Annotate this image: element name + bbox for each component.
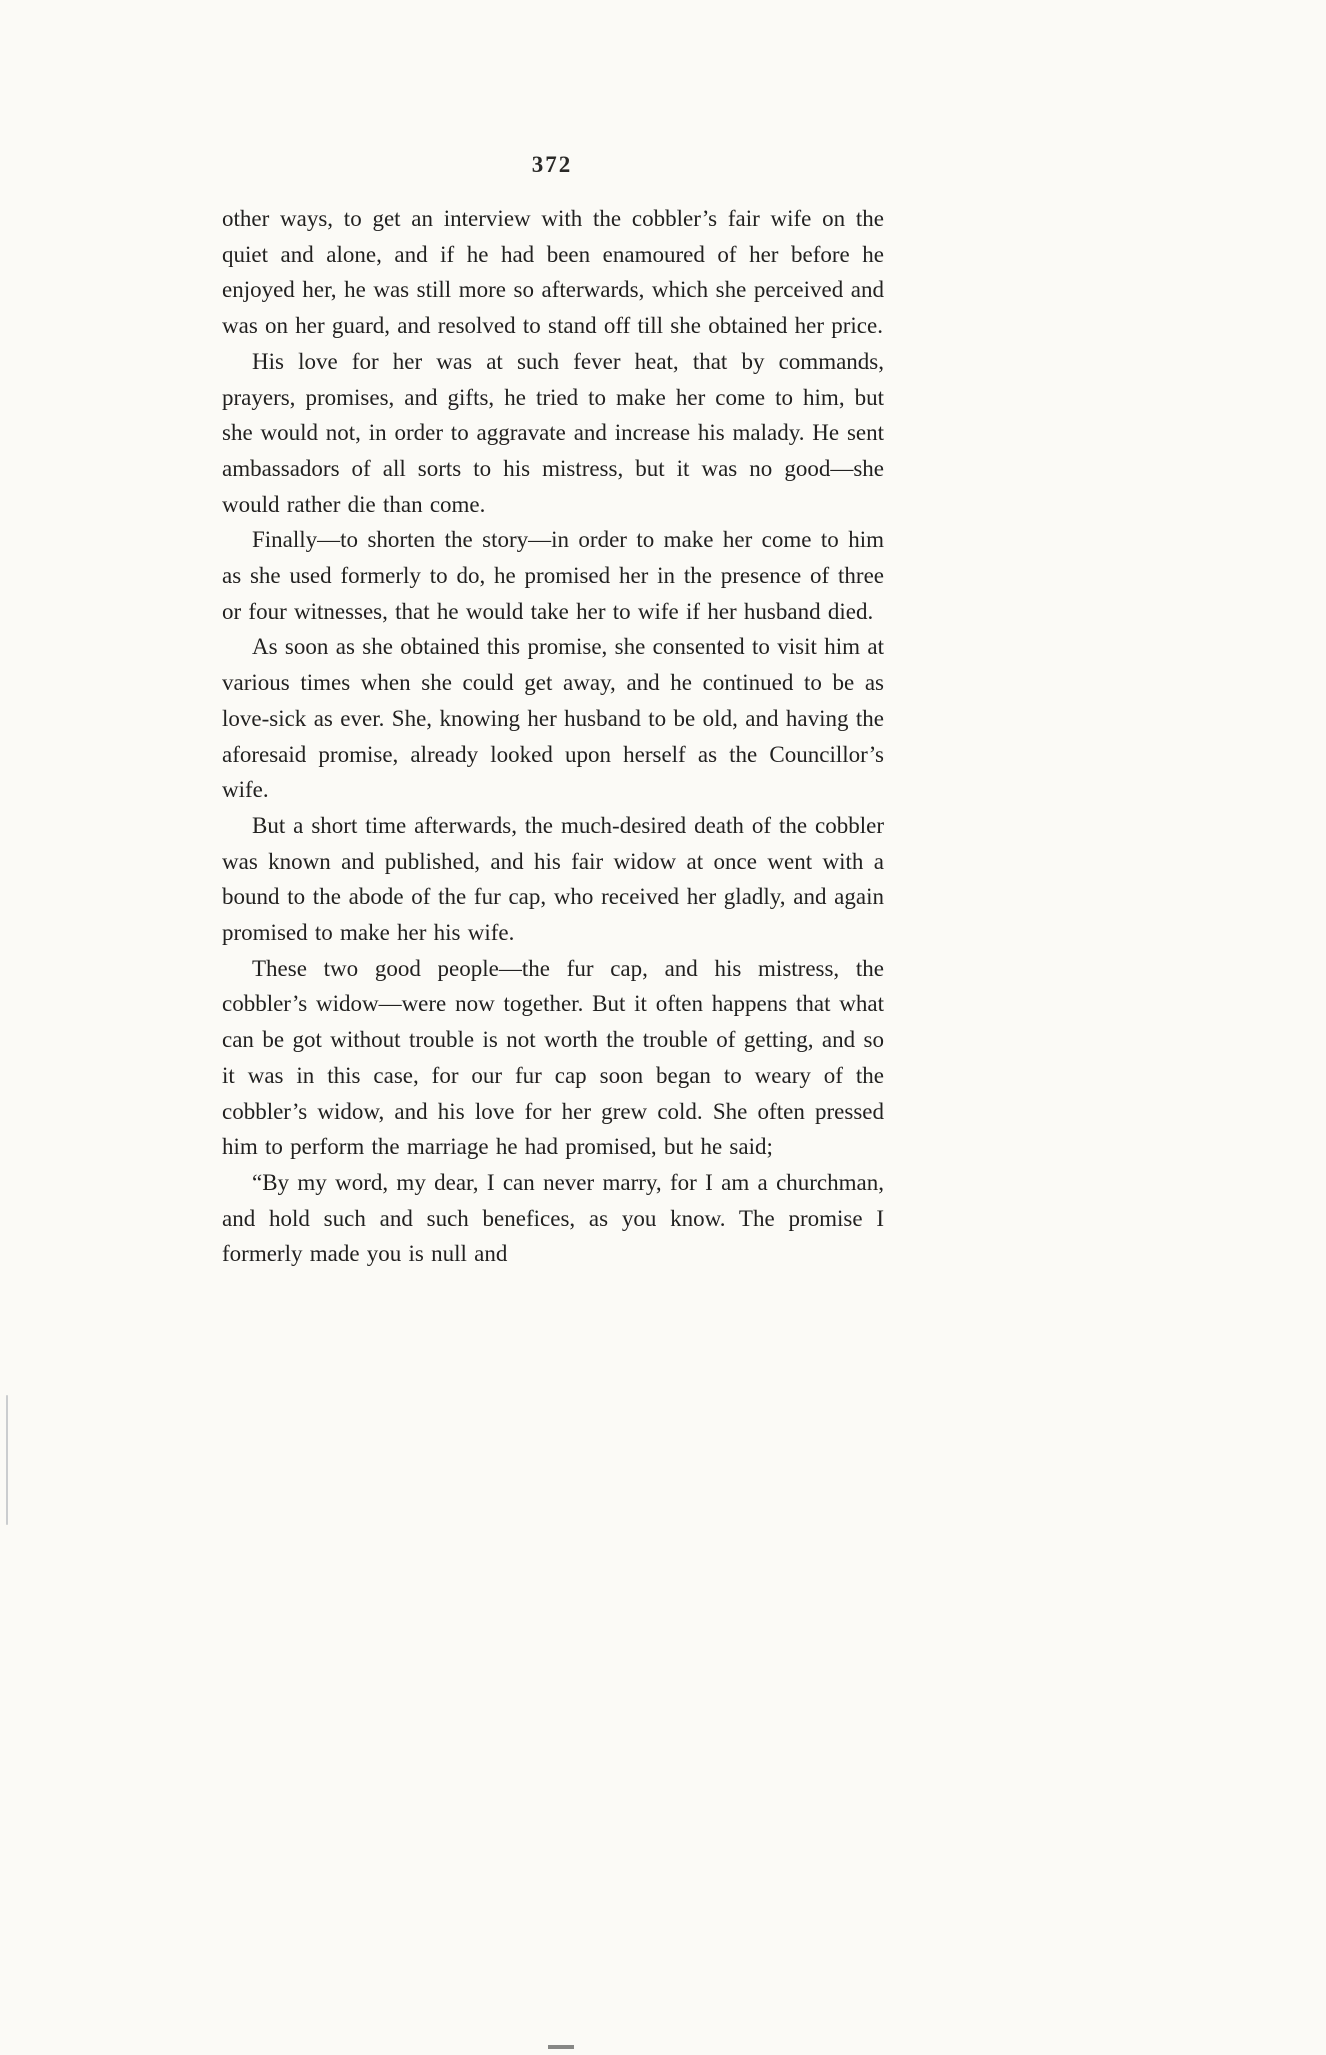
scan-edge-artifact	[6, 1395, 8, 1525]
paragraph: Finally—to shorten the story—in order to make her come to him as she used formerly to do, he promised her in the presence of three or four witnesses, that he would take her to wife if her husband died.	[222, 527, 884, 624]
paragraph: “By my word, my dear, I can never marry, for I am a churchman, and hold such and such benefices, as you know. The promise I formerly made you is null and	[222, 1169, 884, 1267]
page-body	[222, 201, 884, 1272]
paragraph: But a short time afterwards, the much-desired death of the cobbler was known and published, and his fair widow at once went with a bound to the abode of the fur cap, who received her gladly, and again promised to make her his wife.	[222, 812, 884, 946]
paragraph: other ways, to get an interview with the cobbler’s fair wife on the quiet and alone, and if he had been enamoured of her before he enjoyed her, he was still more so afterwards, which she perceived and was on her guard, and resolved to stand off till she obtained her price.	[222, 206, 884, 339]
page-number: 372	[531, 152, 573, 177]
paragraph: His love for her was at such fever heat, that by commands, prayers, promises, and gifts, he tried to make her come to him, but she would not, in order to aggravate and increase his malady. He sent ambassadors of all sorts to his mistress, but it was no good—she would rather die than come.	[222, 348, 884, 517]
scan-bottom-artifact	[548, 2045, 574, 2049]
paragraph: These two good people—the fur cap, and his mistress, the cobbler’s widow—were now together. But it often happens that what can be got without trouble is not worth the trouble of getting, and so it was in this case, for our fur cap soon began to weary of the cobbler’s widow, and his love for her grew cold. She often pressed him to perform the marriage he had promised, but he said;	[222, 955, 884, 1160]
paragraph: As soon as she obtained this promise, she consented to visit him at various times when she could get away, and he continued to be as love-sick as ever. She, knowing her husband to be old, and having the aforesaid promise, already looked upon herself as the Councillor’s wife.	[222, 634, 884, 803]
